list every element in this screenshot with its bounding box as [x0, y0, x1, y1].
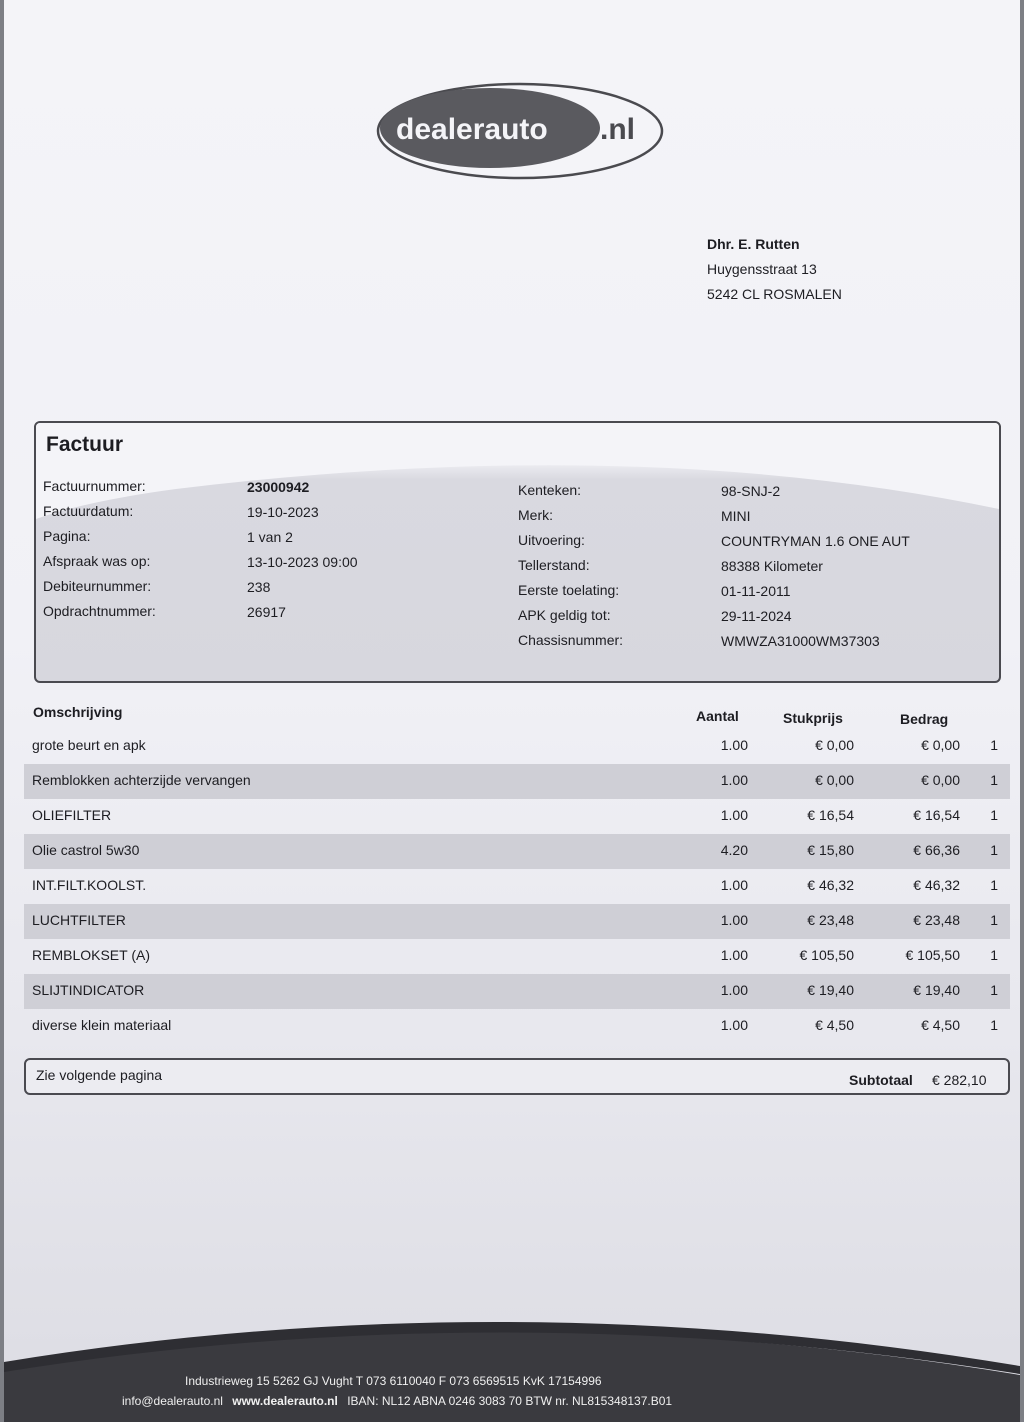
- item-unit-price: € 46,32: [807, 877, 854, 893]
- dealerauto-logo: [376, 82, 664, 180]
- item-amount: € 19,40: [913, 982, 960, 998]
- invoice-title: Factuur: [46, 433, 124, 456]
- item-count: 1: [990, 982, 998, 998]
- field-label: Factuurnummer:: [43, 478, 146, 494]
- field-label: Kenteken:: [518, 482, 582, 498]
- field-label: Uitvoering:: [518, 532, 585, 548]
- table-row: [24, 974, 1010, 1009]
- item-quantity: 1.00: [720, 947, 748, 963]
- footer-email[interactable]: info@dealerauto.nl: [122, 1394, 223, 1408]
- field-label: Eerste toelating:: [518, 582, 620, 598]
- invoice-left-labels: [43, 474, 156, 624]
- table-row: [24, 834, 1010, 869]
- footer-website[interactable]: www.dealerauto.nl: [232, 1394, 338, 1408]
- recipient-street: Huygensstraat 13: [707, 261, 817, 277]
- subtotal-label: Subtotaal: [849, 1072, 913, 1088]
- invoice-right-labels: [518, 478, 623, 653]
- table-row: [24, 729, 1010, 764]
- invoice-info-box: [34, 421, 1001, 683]
- field-label: Pagina:: [43, 528, 91, 544]
- item-quantity: 1.00: [720, 737, 748, 753]
- item-description: OLIEFILTER: [32, 807, 112, 823]
- item-amount: € 23,48: [913, 912, 960, 928]
- item-unit-price: € 0,00: [815, 737, 854, 753]
- item-description: grote beurt en apk: [32, 737, 146, 753]
- item-description: REMBLOKSET (A): [32, 947, 150, 963]
- field-label: Chassisnummer:: [518, 632, 624, 648]
- logo-text: dealerauto: [396, 113, 548, 146]
- item-description: Remblokken achterzijde vervangen: [32, 772, 251, 788]
- invoice-right-values: [721, 479, 910, 654]
- item-quantity: 1.00: [720, 1017, 748, 1033]
- item-count: 1: [990, 877, 998, 893]
- item-amount: € 46,32: [913, 877, 960, 893]
- recipient-name: Dhr. E. Rutten: [707, 236, 800, 252]
- logo-suffix: .nl: [600, 113, 635, 146]
- item-unit-price: € 23,48: [807, 912, 854, 928]
- page-number: 1 van 2: [247, 529, 293, 545]
- invoice-left-values: [247, 475, 358, 625]
- item-count: 1: [990, 737, 998, 753]
- item-description: LUCHTFILTER: [32, 912, 126, 928]
- footer-line-2: [122, 1394, 982, 1408]
- appointment-datetime: 13-10-2023 09:00: [247, 554, 358, 570]
- chassis-number: WMWZA31000WM37303: [721, 633, 880, 649]
- field-label: Debiteurnummer:: [43, 578, 152, 594]
- field-label: APK geldig tot:: [518, 607, 611, 623]
- next-page-note: Zie volgende pagina: [36, 1067, 163, 1083]
- header-quantity: Aantal: [696, 708, 739, 724]
- item-count: 1: [990, 842, 998, 858]
- debtor-number: 238: [247, 579, 271, 595]
- item-quantity: 1.00: [720, 982, 748, 998]
- header-amount: Bedrag: [900, 711, 949, 727]
- field-label: Factuurdatum:: [43, 503, 134, 519]
- item-quantity: 4.20: [720, 842, 748, 858]
- item-amount: € 66,36: [913, 842, 960, 858]
- recipient-city: 5242 CL ROSMALEN: [707, 286, 842, 302]
- field-label: Opdrachtnummer:: [43, 603, 156, 619]
- odometer: 88388 Kilometer: [721, 558, 823, 574]
- item-count: 1: [990, 912, 998, 928]
- table-row: [24, 904, 1010, 939]
- apk-valid-until: 29-11-2024: [721, 608, 792, 624]
- item-count: 1: [990, 1017, 998, 1033]
- item-count: 1: [990, 947, 998, 963]
- item-unit-price: € 19,40: [807, 982, 854, 998]
- item-amount: € 0,00: [921, 772, 960, 788]
- car-model: COUNTRYMAN 1.6 ONE AUT: [721, 533, 910, 549]
- item-unit-price: € 16,54: [807, 807, 854, 823]
- invoice-number: 23000942: [247, 479, 310, 495]
- item-description: Olie castrol 5w30: [32, 842, 140, 858]
- item-amount: € 0,00: [921, 737, 960, 753]
- footer-line-1: Industrieweg 15 5262 GJ Vught T 073 6110040 F 073 6569515 KvK 17154996: [185, 1374, 602, 1388]
- header-unit-price: Stukprijs: [783, 710, 843, 726]
- invoice-page: [4, 0, 1020, 1422]
- item-description: INT.FILT.KOOLST.: [32, 877, 147, 893]
- item-unit-price: € 15,80: [807, 842, 854, 858]
- item-amount: € 4,50: [921, 1017, 960, 1033]
- page-footer: [4, 1300, 1020, 1422]
- subtotal-box: [24, 1058, 1010, 1095]
- item-count: 1: [990, 772, 998, 788]
- line-items-header: [4, 700, 1020, 730]
- item-count: 1: [990, 807, 998, 823]
- car-brand: MINI: [721, 508, 751, 524]
- table-row: [24, 799, 1010, 834]
- table-row: [24, 764, 1010, 799]
- item-quantity: 1.00: [720, 912, 748, 928]
- item-description: SLIJTINDICATOR: [32, 982, 145, 998]
- item-description: diverse klein materiaal: [32, 1017, 172, 1033]
- item-unit-price: € 0,00: [815, 772, 854, 788]
- item-unit-price: € 105,50: [799, 947, 854, 963]
- item-quantity: 1.00: [720, 877, 748, 893]
- first-registration: 01-11-2011: [721, 583, 791, 599]
- field-label: Afspraak was op:: [43, 553, 151, 569]
- item-unit-price: € 4,50: [815, 1017, 854, 1033]
- field-label: Tellerstand:: [518, 557, 590, 573]
- header-description: Omschrijving: [33, 704, 123, 720]
- footer-bank-vat: IBAN: NL12 ABNA 0246 3083 70 BTW nr. NL815348137.B01: [347, 1394, 673, 1408]
- subtotal-value: € 282,10: [932, 1072, 987, 1088]
- table-row: [24, 939, 1010, 974]
- license-plate: 98-SNJ-2: [721, 483, 781, 499]
- table-row: [24, 869, 1010, 904]
- table-row: [24, 1009, 1010, 1044]
- invoice-date: 19-10-2023: [247, 504, 319, 520]
- field-label: Merk:: [518, 507, 553, 523]
- item-quantity: 1.00: [720, 807, 748, 823]
- order-number: 26917: [247, 604, 286, 620]
- item-amount: € 105,50: [905, 947, 960, 963]
- recipient-address: [707, 232, 842, 307]
- item-amount: € 16,54: [913, 807, 960, 823]
- item-quantity: 1.00: [720, 772, 748, 788]
